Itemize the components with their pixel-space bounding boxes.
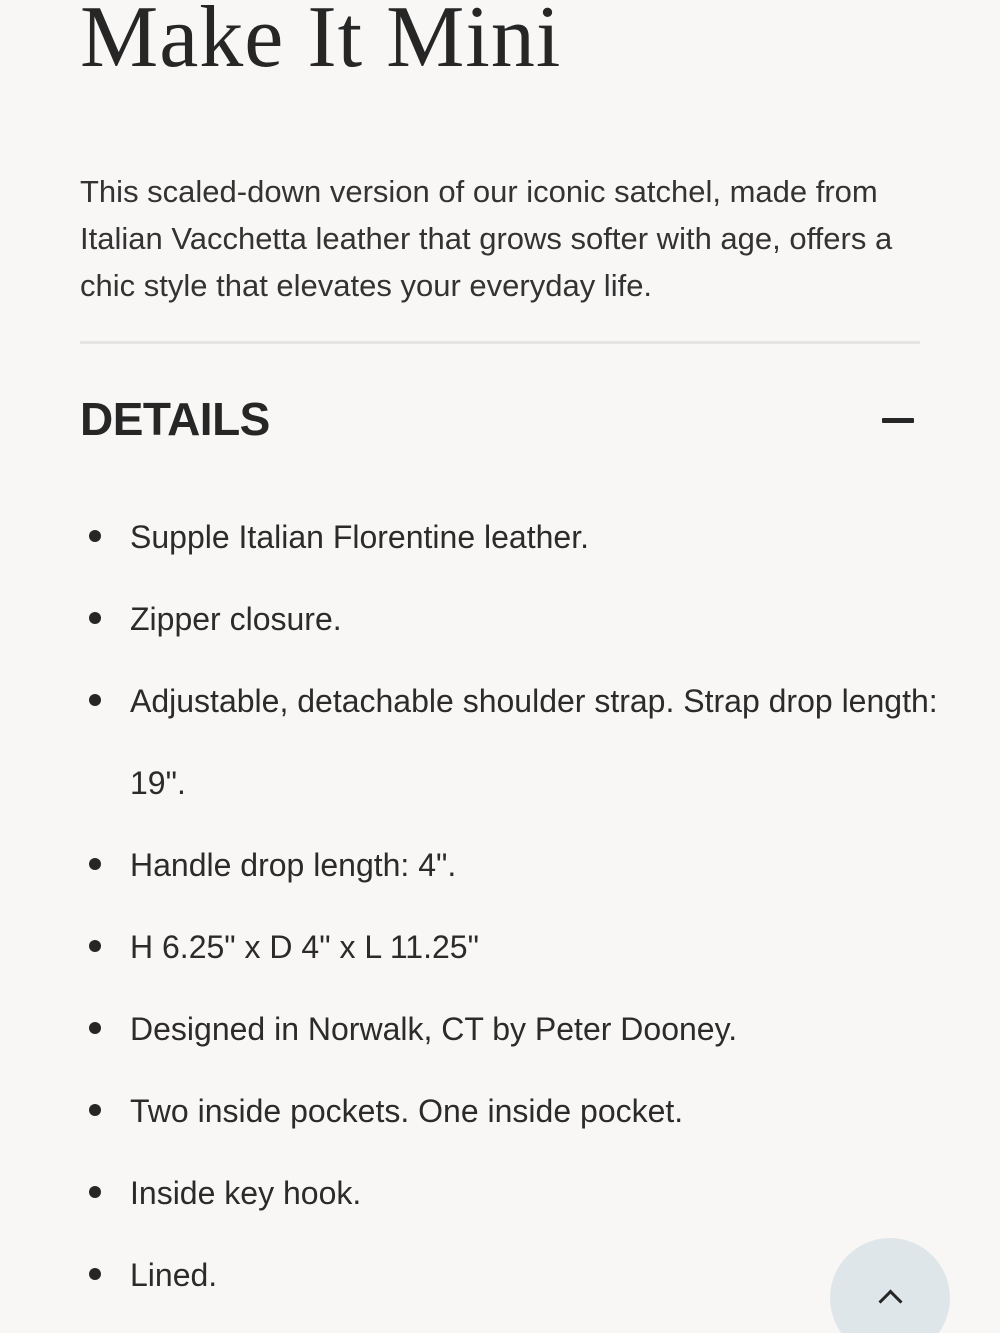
list-item-text: Lined. (130, 1257, 218, 1293)
bullet-icon (89, 1022, 101, 1034)
details-accordion-header[interactable] (80, 380, 920, 460)
list-item (80, 1152, 940, 1234)
bullet-icon (89, 1186, 101, 1198)
details-list (80, 496, 940, 1316)
list-item-text: Supple Italian Florentine leather. (130, 519, 589, 555)
list-item (80, 1234, 940, 1316)
list-item-text: Two inside pockets. One inside pocket. (130, 1093, 684, 1129)
list-item-text: Zipper closure. (130, 601, 342, 637)
details-heading: DETAILS (80, 393, 270, 445)
list-item (80, 660, 940, 824)
list-item-text: Adjustable, detachable shoulder strap. Strap drop length: 19". (130, 683, 938, 801)
minus-icon[interactable] (882, 418, 914, 423)
list-item (80, 906, 940, 988)
list-item-text: H 6.25" x D 4" x L 11.25" (130, 929, 479, 965)
product-title: Make It Mini (80, 0, 562, 86)
product-description: This scaled-down version of our iconic satchel, made from Italian Vacchetta leather that grows softer with age, offers a chic style that elevates your everyday life. (80, 174, 893, 303)
bullet-icon (89, 694, 101, 706)
list-item (80, 824, 940, 906)
list-item (80, 578, 940, 660)
bullet-icon (89, 530, 101, 542)
list-item-text: Handle drop length: 4". (130, 847, 457, 883)
list-item-text: Inside key hook. (130, 1175, 362, 1211)
bullet-icon (89, 612, 101, 624)
bullet-icon (89, 1104, 101, 1116)
list-item-text: Designed in Norwalk, CT by Peter Dooney. (130, 1011, 738, 1047)
list-item (80, 988, 940, 1070)
bullet-icon (89, 858, 101, 870)
chevron-up-icon[interactable] (878, 1289, 902, 1313)
bullet-icon (89, 1268, 101, 1280)
list-item (80, 1070, 940, 1152)
list-item (80, 496, 940, 578)
section-divider (80, 341, 920, 344)
bullet-icon (89, 940, 101, 952)
